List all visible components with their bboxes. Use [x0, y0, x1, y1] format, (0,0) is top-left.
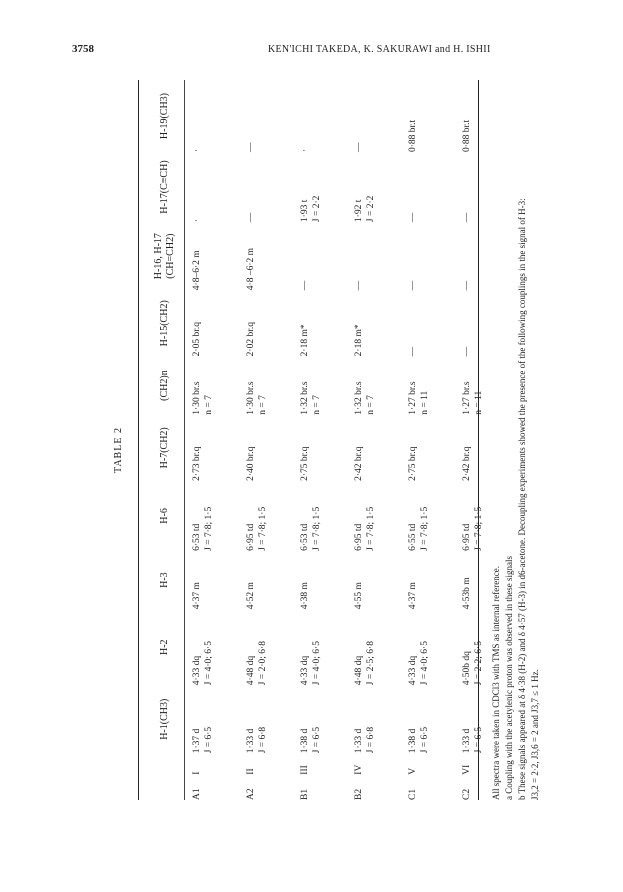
- cell-line: —: [354, 280, 364, 291]
- row-compound-number: VI: [462, 764, 472, 775]
- cell-line: 1·33 d: [462, 728, 472, 754]
- table-cell: [243, 80, 297, 152]
- cell-line: —: [408, 280, 418, 291]
- table-cell: [405, 609, 459, 685]
- table-cell: [405, 685, 459, 753]
- table-cell: [189, 609, 243, 685]
- table-cell: [189, 80, 243, 152]
- row-compound-number: III: [300, 765, 310, 775]
- cell-line: 2·73 br.q: [192, 446, 202, 481]
- cell-line: —: [246, 212, 256, 223]
- cell-line: 0·88 br.t: [408, 119, 418, 153]
- cell-line: —: [462, 346, 472, 357]
- row-id: B2: [354, 788, 364, 800]
- note: b These signals appeared at δ 4·38 (H-2) and δ 4·57 (H-3) in d6-acetone. Decoupling experiments showed the presence of the following couplings in the signal of H-3:: [517, 198, 527, 800]
- header-rule: [184, 80, 185, 800]
- cell-line: ·: [300, 148, 310, 153]
- table-cell: [351, 551, 405, 609]
- table-row: [243, 80, 297, 800]
- cell-line: 1·27 br.s: [408, 381, 418, 415]
- cell-line: 2·42 br.q: [354, 446, 364, 481]
- col-header: H-16, H-17 (CH=CH2): [153, 233, 176, 280]
- cell-line: 4·55 m: [354, 582, 364, 610]
- table-2: [58, 70, 585, 830]
- table-cell: [405, 290, 459, 356]
- cell-line: 6·95 td: [462, 523, 472, 551]
- cell-line: 1·32 br.s: [354, 381, 364, 415]
- table-cell: [405, 356, 459, 414]
- cell-line: n = 7: [204, 395, 215, 415]
- table-cell: [243, 551, 297, 609]
- table-cell: [297, 222, 351, 290]
- table-cell: [351, 481, 405, 551]
- cell-line: J = 7·8; 1·5: [474, 506, 485, 551]
- cell-line: 2·75 br.q: [408, 446, 418, 481]
- table-cell: [297, 685, 351, 753]
- cell-line: 1·92 t: [354, 199, 364, 223]
- table-cell: [243, 415, 297, 481]
- cell-line: —: [462, 280, 472, 291]
- cell-line: n = 11: [474, 390, 485, 415]
- cell-line: 1·30 br.s: [192, 381, 202, 415]
- cell-line: J = 7·8; 1·5: [204, 506, 215, 551]
- cell-line: 6·55 td: [408, 523, 418, 551]
- cell-line: J = 6·5: [420, 726, 431, 754]
- cell-line: J = 2·5; 6·8: [366, 641, 377, 686]
- cell-line: 4·8 –6·2 m: [246, 247, 256, 291]
- table-cell: [297, 356, 351, 414]
- row-compound-number: I: [192, 771, 202, 775]
- table-cell: [243, 481, 297, 551]
- cell-line: 6·53 td: [300, 523, 310, 551]
- table-cell: [351, 290, 405, 356]
- cell-line: J = 2·0; 6·8: [258, 641, 269, 686]
- cell-line: 1·33 d: [354, 728, 364, 754]
- cell-line: 1·37 d: [192, 728, 202, 754]
- note: a Coupling with the acetylenic proton was observed in these signals: [504, 556, 514, 800]
- table-cell: [189, 290, 243, 356]
- cell-line: 4·38 m: [300, 582, 310, 610]
- col-header: (CH2)n: [159, 370, 170, 401]
- cell-line: ·: [192, 218, 202, 223]
- cell-line: 4·53b m: [462, 577, 472, 610]
- cell-line: 2·18 m*: [300, 324, 310, 357]
- table-grid: [146, 80, 513, 800]
- table-cell: [189, 685, 243, 753]
- cell-line: 2·42 br.q: [462, 446, 472, 481]
- table-cell: [297, 152, 351, 222]
- page-header: [0, 0, 623, 60]
- table-cell: [189, 356, 243, 414]
- rotated-table-region: [58, 70, 585, 830]
- cell-line: J = 6·5: [204, 726, 215, 754]
- row-id: A1: [192, 788, 202, 800]
- table-cell: [405, 152, 459, 222]
- table-cell: [351, 415, 405, 481]
- header-row: [146, 80, 184, 800]
- row-id: C1: [408, 788, 418, 800]
- table-cell: [297, 80, 351, 152]
- col-header: H-3: [159, 572, 170, 588]
- cell-line: 4·8–6·2 m: [192, 250, 202, 291]
- cell-line: 4·37 m: [408, 582, 418, 610]
- cell-line: J = 7·8; 1·5: [312, 506, 323, 551]
- table-cell: [243, 356, 297, 414]
- table-cell: [297, 551, 351, 609]
- cell-line: 2·40 br.q: [246, 446, 256, 481]
- table-row: [405, 80, 459, 800]
- row-id: A2: [246, 788, 256, 800]
- cell-line: J = 2·2: [312, 195, 323, 223]
- table-cell: [297, 415, 351, 481]
- cell-line: 1·93 t: [300, 199, 310, 223]
- cell-line: 6·95 td: [354, 523, 364, 551]
- row-compound-number: V: [408, 767, 418, 775]
- cell-line: —: [408, 346, 418, 357]
- table-cell: [243, 685, 297, 753]
- note: All spectra were taken in CDCl3 with TMS as internal reference.: [491, 565, 501, 800]
- table-body: [189, 80, 513, 800]
- table-cell: [405, 80, 459, 152]
- cell-line: —: [354, 142, 364, 153]
- col-header: H-7(CH2): [159, 427, 170, 469]
- cell-line: 1·38 d: [408, 728, 418, 754]
- table-cell: [351, 609, 405, 685]
- cell-line: 4·37 m: [192, 582, 202, 610]
- table-cell: [297, 609, 351, 685]
- table-row: [297, 80, 351, 800]
- col-header: H-15(CH2): [159, 300, 170, 347]
- cell-line: J = 2·2: [366, 195, 377, 223]
- running-head: KEN'ICHI TAKEDA, K. SAKURAWI and H. ISHII: [268, 44, 491, 55]
- table-title: TABLE 2: [113, 427, 124, 473]
- table-cell: [351, 80, 405, 152]
- cell-line: 2·02 br.q: [246, 322, 256, 357]
- cell-line: 6·95 td: [246, 523, 256, 551]
- cell-line: 4·50b dq: [462, 651, 472, 686]
- cell-line: 1·30 br.s: [246, 381, 256, 415]
- cell-line: J = 6·8: [258, 726, 269, 754]
- col-header: H-19(CH3): [159, 92, 170, 140]
- cell-line: 4·33 dq: [192, 655, 202, 686]
- table-notes: [490, 80, 542, 800]
- cell-line: J = 2·2; 6·5: [474, 641, 485, 686]
- bottom-rule: [478, 80, 479, 800]
- cell-line: 4·48 dq: [246, 655, 256, 686]
- cell-line: 1·33 d: [246, 728, 256, 754]
- cell-line: 4·48 dq: [354, 655, 364, 686]
- cell-line: 2·18 m*: [354, 324, 364, 357]
- cell-line: ·: [192, 148, 202, 153]
- cell-line: J = 4·0; 6·5: [420, 641, 431, 686]
- cell-line: n = 7: [366, 395, 377, 415]
- table-cell: [351, 356, 405, 414]
- cell-line: 1·38 d: [300, 728, 310, 754]
- cell-line: —: [246, 142, 256, 153]
- col-header: H-6: [159, 508, 170, 524]
- row-compound-number: IV: [354, 764, 364, 775]
- cell-line: J = 4·0; 6·5: [204, 641, 215, 686]
- cell-line: 1·32 br.s: [300, 381, 310, 415]
- table-cell: [243, 290, 297, 356]
- cell-line: J = 4·0; 6·5: [312, 641, 323, 686]
- cell-line: J = 7·8; 1·5: [258, 506, 269, 551]
- table-cell: [243, 152, 297, 222]
- table-cell: [351, 685, 405, 753]
- table-cell: [405, 551, 459, 609]
- cell-line: 4·52 m: [246, 582, 256, 610]
- cell-line: 0·88 br.t: [462, 119, 472, 153]
- col-header: H-1(CH3): [159, 698, 170, 740]
- cell-line: 1·27 br.s: [462, 381, 472, 415]
- table-cell: [189, 551, 243, 609]
- table-row: [351, 80, 405, 800]
- table-cell: [243, 222, 297, 290]
- cell-line: J = 7·8; 1·5: [420, 506, 431, 551]
- cell-line: J = 6·5: [474, 726, 485, 754]
- cell-line: n = 7: [258, 395, 269, 415]
- table-cell: [351, 222, 405, 290]
- cell-line: J = 7·8; 1·5: [366, 506, 377, 551]
- table-cell: [351, 152, 405, 222]
- table-cell: [405, 222, 459, 290]
- table-cell: [189, 222, 243, 290]
- page-number: 3758: [72, 43, 94, 55]
- top-rule: [138, 80, 139, 800]
- cell-line: 4·33 dq: [300, 655, 310, 686]
- cell-line: 4·33 dq: [408, 655, 418, 686]
- table-cell: [189, 481, 243, 551]
- cell-line: 2·75 br.q: [300, 446, 310, 481]
- table-cell: [405, 415, 459, 481]
- table-cell: [189, 152, 243, 222]
- cell-line: 2·05 br.q: [192, 322, 202, 357]
- table-cell: [243, 609, 297, 685]
- row-id: B1: [300, 788, 310, 800]
- table-cell: [189, 415, 243, 481]
- cell-line: —: [300, 280, 310, 291]
- cell-line: —: [408, 212, 418, 223]
- cell-line: —: [462, 212, 472, 223]
- cell-line: J = 6·8: [366, 726, 377, 754]
- note: J3,2 = 2·2, J3,6 = 2 and J3,7 ≤ 1 Hz.: [530, 669, 540, 800]
- row-compound-number: II: [246, 768, 256, 775]
- col-header: H-17(C≡CH): [159, 160, 170, 214]
- cell-line: n = 11: [420, 390, 431, 415]
- table-row: [189, 80, 243, 800]
- table-cell: [405, 481, 459, 551]
- table-cell: [297, 481, 351, 551]
- table-cell: [297, 290, 351, 356]
- cell-line: n = 7: [312, 395, 323, 415]
- cell-line: J = 6·5: [312, 726, 323, 754]
- cell-line: 6·53 td: [192, 523, 202, 551]
- col-header: H-2: [159, 639, 170, 656]
- row-id: C2: [462, 788, 472, 800]
